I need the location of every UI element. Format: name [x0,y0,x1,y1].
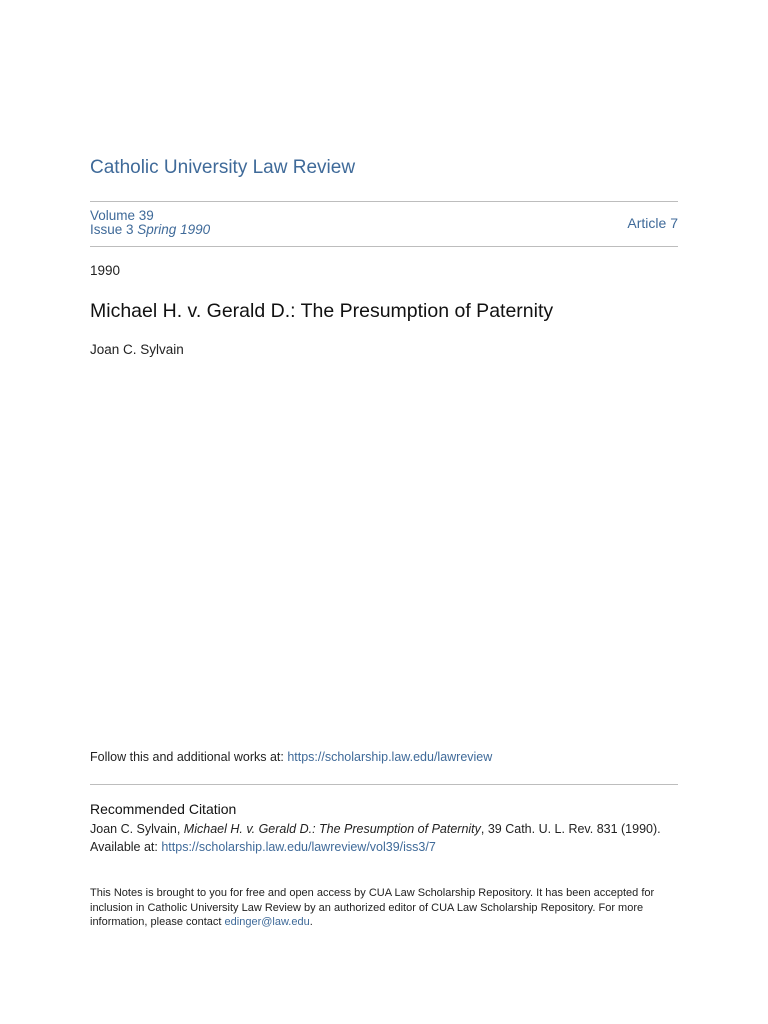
journal-title-link[interactable]: Catholic University Law Review [90,157,356,178]
issue-season: Spring 1990 [137,222,211,237]
citation-line [90,821,661,839]
volume-link[interactable]: Volume 39 [90,208,154,223]
issue-link[interactable] [90,222,210,237]
citation-block [90,821,661,856]
follow-url-link[interactable]: https://scholarship.law.edu/lawreview [287,750,493,764]
article-number-link[interactable]: Article 7 [627,215,678,231]
citation-author: Joan C. Sylvain, [90,822,184,836]
article-title: Michael H. v. Gerald D.: The Presumption of Paternity [90,300,554,322]
citation-divider [90,784,678,785]
citation-source: , 39 Cath. U. L. Rev. 831 (1990). [480,822,661,836]
issue-label: Issue 3 [90,222,134,237]
header-bottom-divider [90,246,678,247]
available-prefix: Available at: [90,839,162,854]
volume-issue-block [90,209,210,237]
follow-works-line [90,750,492,764]
citation-title: Michael H. v. Gerald D.: The Presumption of Paternity [183,822,481,836]
publication-year: 1990 [90,263,121,278]
article-author: Joan C. Sylvain [90,342,184,357]
notice-text: This Notes is brought to you for free and open access by CUA Law Scholarship Repository. It has been accepted for inclusion in Catholic University Law Review by an authorized editor of CUA Law Scholarship Repository. For more information, please contact [90,887,655,928]
follow-prefix: Follow this and additional works at: [90,750,288,764]
recommended-citation-heading: Recommended Citation [90,801,237,817]
availability-line [90,839,661,857]
notice-end: . [309,916,313,928]
access-notice [90,886,678,930]
cover-page [90,0,678,1024]
header-top-divider [90,201,678,202]
contact-email-link[interactable]: edinger@law.edu [224,916,310,928]
available-url-link[interactable]: https://scholarship.law.edu/lawreview/vol39/iss3/7 [161,839,436,854]
